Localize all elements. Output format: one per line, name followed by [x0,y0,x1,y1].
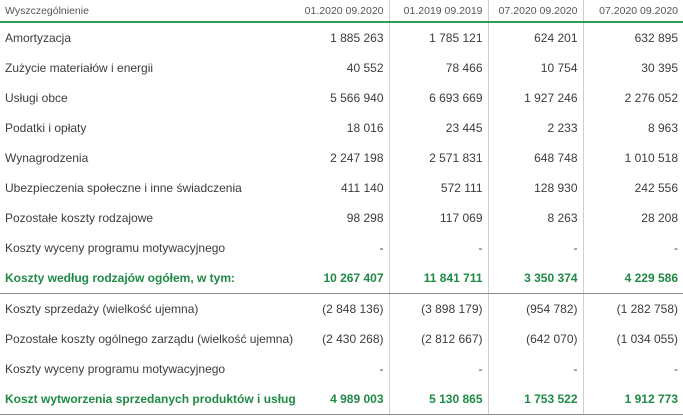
row-label: Koszt wytworzenia sprzedanych produktów i usług [0,384,300,415]
table-row [0,324,683,354]
row-value-1: 10 267 407 [300,263,389,294]
header-period-4: 07.2020 09.2020 [583,0,683,22]
table-row [0,173,683,203]
row-value-4: (1 034 055) [583,324,683,354]
row-value-2: 23 445 [389,113,488,143]
row-value-4: 30 395 [583,53,683,83]
row-value-1: 5 566 940 [330,91,384,105]
row-value-1: (2 848 136) [322,302,384,316]
row-value-2: 5 130 865 [389,384,488,415]
row-value-3: 8 263 [488,203,583,233]
row-value-2: 6 693 669 [389,83,488,113]
row-label: Zużycie materiałów i energii [5,61,154,75]
row-label: Pozostałe koszty rodzajowe [5,211,154,225]
row-value-4: - [583,233,683,263]
row-value-4: 242 556 [583,173,683,203]
row-value-1: 40 552 [346,61,384,75]
table-row [0,233,683,263]
table-row [0,113,683,143]
row-value-1: - [379,362,384,376]
row-label: Usługi obce [5,91,68,105]
table-row [0,294,683,325]
row-value-3: 2 233 [488,113,583,143]
row-value-3: 1 927 246 [488,83,583,113]
row-label: Pozostałe koszty ogólnego zarządu (wielkość ujemna) [5,332,294,346]
row-value-3: 3 350 374 [488,263,583,294]
row-label: Amortyzacja [5,31,72,45]
row-label: Koszty według rodzajów ogółem, w tym: [0,263,300,294]
row-label: Wynagrodzenia [5,151,89,165]
row-value-4: 2 276 052 [583,83,683,113]
row-value-2: 572 111 [389,173,488,203]
row-value-1: 4 989 003 [300,384,389,415]
row-value-1: (2 430 268) [322,332,384,346]
row-value-1: 98 298 [346,211,384,225]
row-value-2: (3 898 179) [389,294,488,325]
row-value-2: 1 785 121 [389,22,488,53]
row-label: Koszty wyceny programu motywacyjnego [5,362,226,376]
row-value-4: 8 963 [583,113,683,143]
row-value-2: 2 571 831 [389,143,488,173]
row-value-2: 11 841 711 [389,263,488,294]
row-value-3: (642 070) [488,324,583,354]
row-value-2: (2 812 667) [389,324,488,354]
table-row [0,53,683,83]
row-label: Koszty wyceny programu motywacyjnego [5,241,226,255]
row-label: Koszty sprzedaży (wielkość ujemna) [5,302,199,316]
row-value-2: 78 466 [389,53,488,83]
header-period-1: 01.2020 09.2020 [300,0,389,22]
row-value-2: 117 069 [389,203,488,233]
row-value-4: 1 010 518 [583,143,683,173]
total-row [0,263,683,294]
table-row [0,143,683,173]
row-label: Ubezpieczenia społeczne i inne świadczenia [5,181,242,195]
row-value-4: 632 895 [583,22,683,53]
header-period-2: 01.2019 09.2019 [389,0,488,22]
row-value-4: - [583,354,683,384]
row-value-3: 648 748 [488,143,583,173]
header-period-3: 07.2020 09.2020 [488,0,583,22]
row-value-4: (1 282 758) [583,294,683,325]
table-row [0,22,683,53]
row-value-3: 128 930 [488,173,583,203]
row-value-3: (954 782) [488,294,583,325]
row-value-3: 624 201 [488,22,583,53]
table-row [0,83,683,113]
row-value-2: - [389,354,488,384]
row-value-1: 1 885 263 [330,31,384,45]
row-value-2: - [389,233,488,263]
row-value-3: - [488,354,583,384]
row-value-1: - [379,241,384,255]
row-value-3: - [488,233,583,263]
row-label: Podatki i opłaty [5,121,87,135]
row-value-4: 28 208 [583,203,683,233]
row-value-4: 4 229 586 [583,263,683,294]
header-description: Wyszczególnienie [0,0,300,22]
table-row [0,203,683,233]
table-row [0,354,683,384]
row-value-1: 2 247 198 [330,151,384,165]
total-row [0,384,683,415]
header-row [0,0,683,22]
row-value-4: 1 912 773 [583,384,683,415]
row-value-3: 1 753 522 [488,384,583,415]
row-value-1: 18 016 [346,121,384,135]
row-value-1: 411 140 [341,181,384,195]
row-value-3: 10 754 [488,53,583,83]
